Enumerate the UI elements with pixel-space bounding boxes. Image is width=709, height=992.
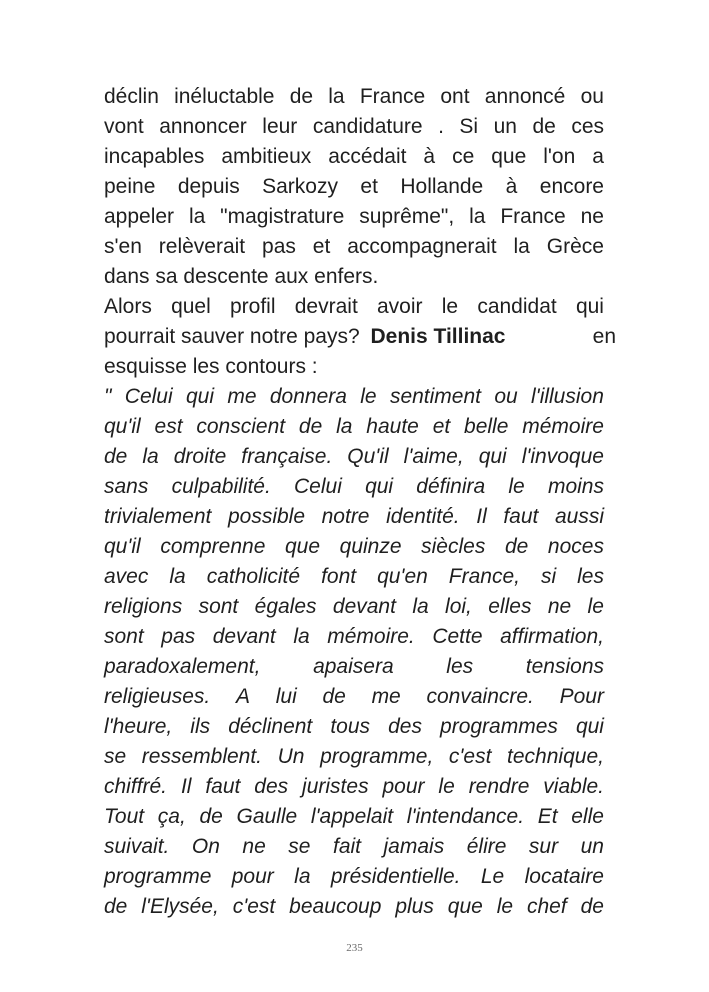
word: l'heure, (104, 715, 173, 738)
quote-line (104, 742, 604, 772)
word: un (493, 115, 517, 138)
word: le (587, 595, 604, 618)
word: le (438, 775, 455, 798)
word: le (360, 385, 377, 408)
word: égales (254, 595, 317, 618)
word: la (142, 445, 159, 468)
word: ils (190, 715, 211, 738)
text-fragment: en (592, 325, 616, 348)
word: ressemblent. (141, 745, 263, 768)
word: déclin (104, 85, 159, 108)
word: que (491, 145, 527, 168)
quote-line (104, 442, 604, 472)
word: accompagnerait (347, 235, 497, 258)
word: France (500, 205, 566, 228)
word: trivialement (104, 505, 212, 528)
quote-line (104, 472, 604, 502)
word: Celui (294, 475, 342, 498)
word: ne (547, 595, 572, 618)
word: possible (227, 505, 306, 528)
word: vont (104, 115, 144, 138)
word: candidat (477, 295, 557, 318)
word: Cette (432, 625, 483, 648)
word: la (293, 625, 310, 648)
word: la (412, 595, 429, 618)
word: Sarkozy (262, 175, 338, 198)
word: sans (104, 475, 149, 498)
word: qu'il (104, 535, 141, 558)
word: qui (365, 475, 394, 498)
word: à (505, 175, 518, 198)
word: lui (275, 685, 297, 708)
word: encore (539, 175, 604, 198)
word: et (360, 175, 378, 198)
word: donnera (269, 385, 347, 408)
word: On (191, 835, 220, 858)
quote-line (104, 682, 604, 712)
word: sentiment (389, 385, 481, 408)
word: paradoxalement, (104, 655, 261, 678)
word: de (322, 685, 346, 708)
word: présidentielle. (330, 865, 461, 888)
word: Il (476, 505, 487, 528)
word: loi, (445, 595, 472, 618)
word: locataire (524, 865, 604, 888)
quote-line (104, 562, 604, 592)
quote-line (104, 862, 604, 892)
word: de (104, 445, 128, 468)
word: sont (198, 595, 239, 618)
word: candidature (312, 115, 423, 138)
word: a (592, 145, 604, 168)
word: à (423, 145, 436, 168)
word: rendre (468, 775, 530, 798)
word: devant (212, 625, 276, 648)
word: "magistrature (220, 205, 345, 228)
word: devrait (294, 295, 358, 318)
word: Celui (124, 385, 173, 408)
word: la (469, 205, 486, 228)
word: incapables (104, 145, 205, 168)
word: comprenne (160, 535, 266, 558)
word: mémoire (522, 415, 604, 438)
word: affirmation, (500, 625, 604, 648)
word: et (432, 415, 451, 438)
word: juristes (302, 775, 369, 798)
quote-line (104, 502, 604, 532)
quotation (104, 382, 604, 922)
word: Le (480, 865, 505, 888)
word: appeler (104, 205, 175, 228)
word: suivait. (104, 835, 170, 858)
word: se (288, 835, 311, 858)
quote-line (104, 892, 604, 922)
word: l'Elysée, (141, 895, 219, 918)
word: ça, (157, 805, 186, 828)
word: l'illusion (531, 385, 604, 408)
word: si (540, 565, 557, 588)
text-line (104, 292, 604, 322)
word: suprême", (359, 205, 455, 228)
word: le (441, 295, 459, 318)
word: chiffré. (104, 775, 168, 798)
word: profil (230, 295, 276, 318)
word: déclinent (228, 715, 313, 738)
word: ce (452, 145, 475, 168)
word: et (312, 235, 331, 258)
word: Tout (104, 805, 145, 828)
text-line: dans sa descente aux enfers. (104, 265, 379, 288)
word: le (496, 895, 514, 918)
text-line: esquisse les contours : (104, 355, 318, 378)
word: Grèce (546, 235, 604, 258)
word: quel (171, 295, 211, 318)
word: ne (242, 835, 266, 858)
word: la (513, 235, 530, 258)
word: Qu'il (347, 445, 389, 468)
quote-line (104, 772, 604, 802)
word: plus (395, 895, 434, 918)
word: me (227, 385, 257, 408)
quote-line (104, 382, 604, 412)
word: pas (262, 235, 296, 258)
word: me (371, 685, 401, 708)
word: de (289, 85, 314, 108)
paragraph-question (104, 292, 616, 382)
word: que (447, 895, 483, 918)
word: faut (205, 775, 241, 798)
word: programmes (440, 715, 558, 738)
word: de (504, 535, 529, 558)
word: identité. (386, 505, 460, 528)
word: leur (262, 115, 298, 138)
word: ou (494, 385, 518, 408)
word: de (532, 115, 556, 138)
quote-line (104, 412, 604, 442)
quote-line (104, 592, 604, 622)
word: ces (571, 115, 604, 138)
word: le (508, 475, 525, 498)
word: droite (173, 445, 227, 468)
word: siècles (421, 535, 486, 558)
word: des (254, 775, 289, 798)
word: convaincre. (426, 685, 534, 708)
text-fragment: pourrait sauver notre pays? (104, 325, 360, 348)
word: ne (580, 205, 604, 228)
word: Un (277, 745, 305, 768)
quote-line (104, 802, 604, 832)
word: noces (547, 535, 604, 558)
word: France (359, 85, 426, 108)
word: se (104, 745, 127, 768)
word: culpabilité. (171, 475, 271, 498)
word: la (188, 205, 206, 228)
word: les (577, 565, 604, 588)
word: Alors (104, 295, 152, 318)
word: l'aime, (403, 445, 464, 468)
word: de (580, 895, 604, 918)
word: Hollande (400, 175, 484, 198)
word: inéluctable (174, 85, 275, 108)
word: annoncé (484, 85, 566, 108)
word: qui (575, 295, 604, 318)
word: quinze (339, 535, 402, 558)
word: Il (180, 775, 192, 798)
word: A (235, 685, 250, 708)
word: France, (448, 565, 520, 588)
word: relèverait (158, 235, 246, 258)
word: ambitieux (221, 145, 312, 168)
word: catholicité (206, 565, 301, 588)
word: avoir (377, 295, 423, 318)
word: Et (537, 805, 558, 828)
word: qui (575, 715, 604, 738)
word: faut (503, 505, 539, 528)
word: est (154, 415, 183, 438)
word: de (298, 415, 323, 438)
word: Pour (559, 685, 604, 708)
text-line (104, 82, 604, 112)
text-line-with-author (104, 322, 616, 352)
word: Gaulle (236, 805, 298, 828)
quote-line (104, 652, 604, 682)
text-line (104, 232, 604, 262)
word: moins (547, 475, 604, 498)
word: Si (459, 115, 479, 138)
word: . (438, 115, 444, 138)
word: la (336, 415, 353, 438)
word: " (104, 385, 112, 408)
word: accédait (328, 145, 407, 168)
word: sur (528, 835, 559, 858)
word: qu'il (104, 415, 141, 438)
word: la (328, 85, 345, 108)
word: mémoire. (327, 625, 415, 648)
word: notre (321, 505, 370, 528)
word: tensions (525, 655, 604, 678)
word: apaisera (313, 655, 394, 678)
word: haute (366, 415, 419, 438)
word: pour (231, 865, 274, 888)
word: la (294, 865, 311, 888)
word: pour (382, 775, 425, 798)
word: font (321, 565, 357, 588)
word: avec (104, 565, 149, 588)
text-line (104, 172, 604, 202)
word: qui (478, 445, 507, 468)
word: depuis (177, 175, 240, 198)
text-line (104, 112, 604, 142)
word: de (199, 805, 223, 828)
word: définira (416, 475, 486, 498)
word: l'on (543, 145, 576, 168)
word: annoncer (159, 115, 247, 138)
word: religions (104, 595, 183, 618)
word: programme, (320, 745, 434, 768)
word: programme (104, 865, 212, 888)
word: ou (580, 85, 604, 108)
word: c'est (232, 895, 276, 918)
word: viable. (543, 775, 604, 798)
word: que (284, 535, 321, 558)
word: des (388, 715, 422, 738)
word: qu'en (377, 565, 428, 588)
word: technique, (507, 745, 604, 768)
word: les (446, 655, 474, 678)
word: peine (104, 175, 156, 198)
word: l'intendance. (406, 805, 525, 828)
word: religieuses. (104, 685, 211, 708)
page-number: 235 (346, 942, 363, 954)
word: l'appelait (310, 805, 394, 828)
body-text (104, 82, 616, 922)
word: beaucoup (289, 895, 382, 918)
word: elle (571, 805, 604, 828)
quote-line (104, 712, 604, 742)
text-line (104, 202, 604, 232)
word: c'est (448, 745, 492, 768)
quote-line (104, 622, 604, 652)
author-name: Denis Tillinac (370, 325, 506, 348)
word: élire (466, 835, 507, 858)
word: conscient (196, 415, 286, 438)
word: qui (185, 385, 215, 408)
word: sont (104, 625, 144, 648)
word: fait (332, 835, 361, 858)
word: ont (440, 85, 470, 108)
word: la (169, 565, 186, 588)
word: un (580, 835, 604, 858)
word: française. (241, 445, 333, 468)
word: de (104, 895, 128, 918)
word: pas (161, 625, 196, 648)
word: chef (526, 895, 567, 918)
paragraph-intro (104, 82, 604, 292)
text-line (104, 142, 604, 172)
word: belle (464, 415, 509, 438)
word: elles (488, 595, 532, 618)
word: aussi (554, 505, 604, 528)
quote-line (104, 832, 604, 862)
word: tous (330, 715, 371, 738)
word: jamais (383, 835, 445, 858)
word: s'en (104, 235, 142, 258)
word: l'invoque (521, 445, 604, 468)
word: devant (332, 595, 396, 618)
quote-line (104, 532, 604, 562)
